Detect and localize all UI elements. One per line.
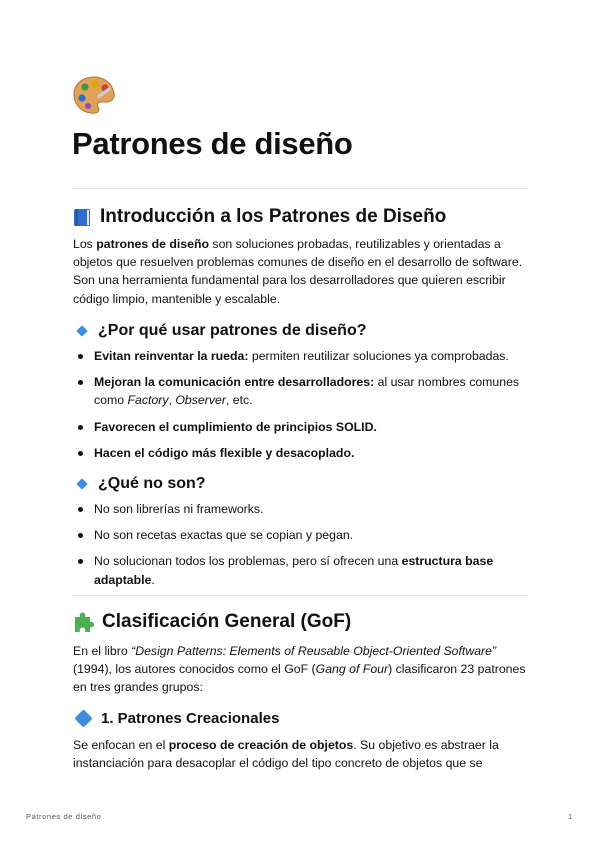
not-heading	[74, 475, 206, 493]
classification-heading	[72, 611, 351, 633]
list-item: Favorecen el cumplimiento de principios SOLID.	[73, 418, 531, 436]
palette-icon	[71, 74, 117, 116]
why-list	[73, 347, 531, 462]
why-heading	[74, 322, 367, 340]
page-title: Patrones de diseño	[72, 126, 353, 161]
not-list	[73, 500, 531, 589]
classification-paragraph: En el libro “Design Patterns: Elements of Reusable Object-Oriented Software” (1994), los autores conocidos como el GoF (Gang of Four) clasificaron 23 patrones en tres grandes grupos:	[73, 644, 526, 695]
why-heading-text: ¿Por qué usar patrones de diseño?	[98, 322, 367, 339]
divider	[72, 595, 528, 596]
blue-book-icon	[72, 207, 92, 227]
list-item: No son librerías ni frameworks.	[73, 500, 531, 518]
list-item: Mejoran la comunicación entre desarrolladores: al usar nombres comunes como Factory, Observer, etc.	[73, 373, 531, 409]
list-item: Evitan reinventar la rueda: permiten reutilizar soluciones ya comprobadas.	[73, 347, 531, 365]
footer-title: Patrones de diseño	[26, 812, 102, 821]
creational-heading	[74, 710, 279, 727]
blue-diamond-icon	[74, 709, 92, 727]
puzzle-piece-icon	[72, 611, 94, 633]
intro-paragraph: Los patrones de diseño son soluciones probadas, reutilizables y orientadas a objetos que resuelven problemas comunes de diseño en el desarrollo de software. Son una herramienta fundamental para los desarrolladores que quieren escribir código limpio, mantenible y escalable.	[73, 237, 523, 306]
blue-diamond-icon	[76, 325, 87, 336]
page-number: 1	[568, 812, 573, 821]
intro-heading-text: Introducción a los Patrones de Diseño	[100, 206, 447, 227]
intro-heading	[72, 206, 446, 228]
creational-heading-text: 1. Patrones Creacionales	[101, 710, 280, 727]
list-item: Hacen el código más flexible y desacoplado.	[73, 444, 531, 462]
classification-heading-text: Clasificación General (GoF)	[102, 611, 352, 632]
blue-diamond-icon	[76, 478, 87, 489]
creational-paragraph: Se enfocan en el proceso de creación de objetos. Su objetivo es abstraer la instanciación para desacoplar el código del tipo concreto de objetos que se	[73, 738, 499, 771]
not-heading-text: ¿Qué no son?	[98, 475, 206, 492]
list-item: No son recetas exactas que se copian y pegan.	[73, 526, 531, 544]
divider	[72, 188, 528, 189]
list-item: No solucionan todos los problemas, pero sí ofrecen una estructura base adaptable.	[73, 552, 531, 588]
